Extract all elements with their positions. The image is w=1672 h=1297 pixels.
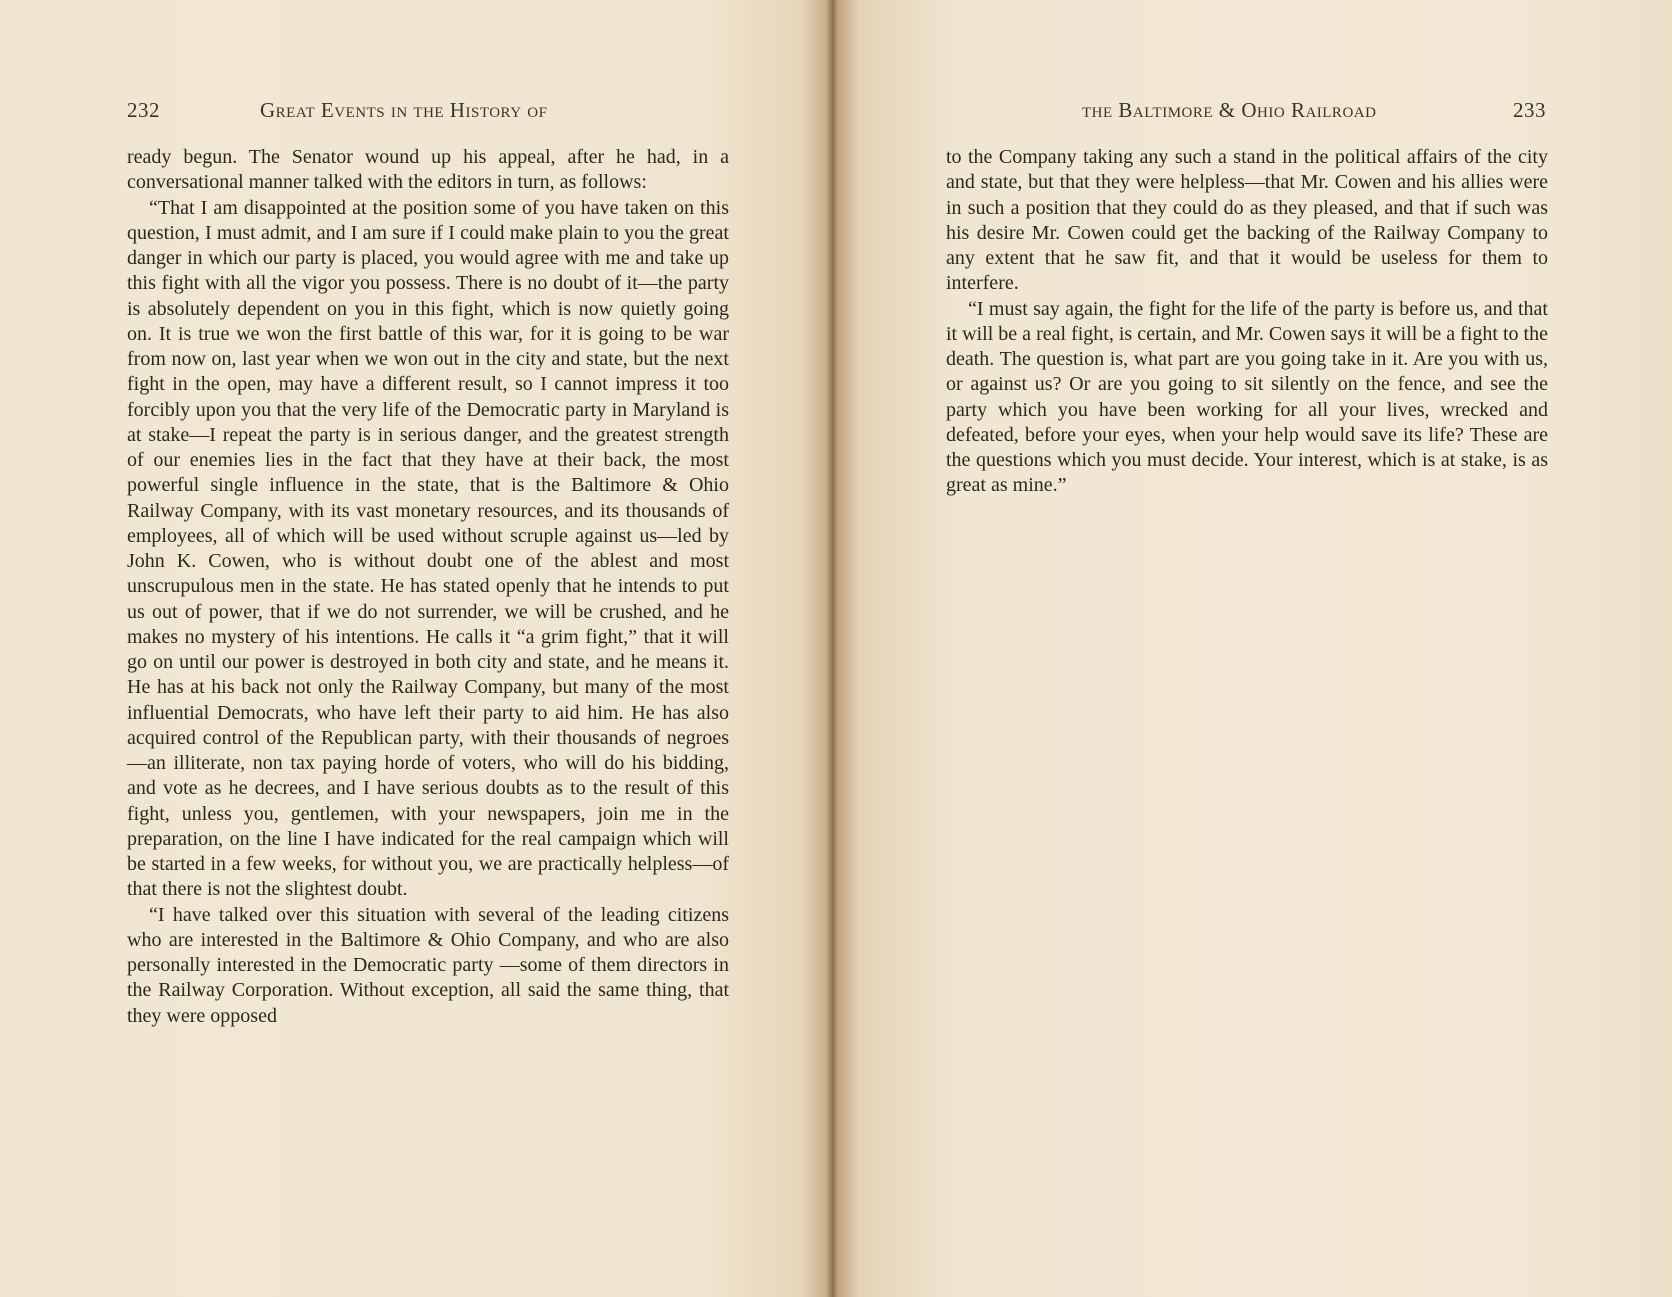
page-number-right: 233 <box>1513 98 1546 122</box>
body-text-left <box>127 145 729 1029</box>
paragraph: “That I am disappointed at the position some of you have taken on this question, I must admit, and I am sure if I could make plain to you the great danger in which our party is placed, you would agree with me and take up this fight with all the vigor you possess. There is no doubt of it—the party is absolutely dependent on you in this fight, which is now quietly going on. It is true we won the first battle of this war, for it is going to be war from now on, last year when we won out in the city and state, but the next fight in the open, may have a different result, so I cannot impress it too forcibly upon you that the very life of the Democratic party in Maryland is at stake—I repeat the party is in serious danger, and the greatest strength of our enemies lies in the fact that they have at their back, the most powerful single influence in the state, that is the Baltimore & Ohio Railway Company, with its vast monetary resources, and its thousands of employees, all of which will be used without scruple against us—led by John K. Cowen, who is without doubt one of the ablest and most unscrupulous men in the state. He has stated openly that he intends to put us out of power, that if we do not surrender, we will be crushed, and he makes no mystery of his intentions. He calls it “a grim fight,” that it will go on until our power is destroyed in both city and state, and he means it. He has at his back not only the Railway Company, but many of the most influential Democrats, who have left their party to aid him. He has also acquired control of the Republican party, with their thousands of negroes—an illiterate, non tax paying horde of voters, who will do his bidding, and vote as he decrees, and I have serious doubts as to the result of this fight, unless you, gentlemen, with your newspapers, join me in the preparation, on the line I have indicated for the real campaign which will be started in a few weeks, for without you, we are practically helpless—of that there is not the slightest doubt. <box>127 196 729 901</box>
left-page <box>0 0 832 1297</box>
running-title-left: Great Events in the History of <box>260 98 548 122</box>
running-head-left <box>127 98 727 124</box>
running-title-right: the Baltimore & Ohio Railroad <box>1082 98 1377 122</box>
running-head-right <box>946 98 1546 124</box>
paragraph: to the Company taking any such a stand in the political affairs of the city and state, but that they were helpless—that Mr. Cowen and his allies were in such a position that they could do as they pleased, and that if such was his desire Mr. Cowen could get the backing of the Railway Company to any extent that he saw fit, and that it would be useless for them to interfere. <box>946 146 1548 295</box>
paragraph: “I must say again, the fight for the life of the party is before us, and that it will be a real fight, is certain, and Mr. Cowen says it will be a fight to the death. The question is, what part are you going take in it. Are you with us, or against us? Or are you going to sit silently on the fence, and see the party which you have been working for all your lives, wrecked and defeated, before your eyes, when your help would save its life? These are the questions which you must decide. Your interest, which is at stake, is as great as mine.” <box>946 297 1548 497</box>
paragraph: ready begun. The Senator wound up his appeal, after he had, in a conversational manner talked with the editors in turn, as follows: <box>127 146 729 194</box>
page-number-left: 232 <box>127 98 160 122</box>
paragraph: “I have talked over this situation with several of the leading citizens who are interested in the Baltimore & Ohio Company, and who are also personally interested in the Democratic party —some of them directors in the Railway Corporation. Without exception, all said the same thing, that they were opposed <box>127 903 729 1027</box>
body-text-right <box>946 145 1548 499</box>
right-page <box>836 0 1672 1297</box>
